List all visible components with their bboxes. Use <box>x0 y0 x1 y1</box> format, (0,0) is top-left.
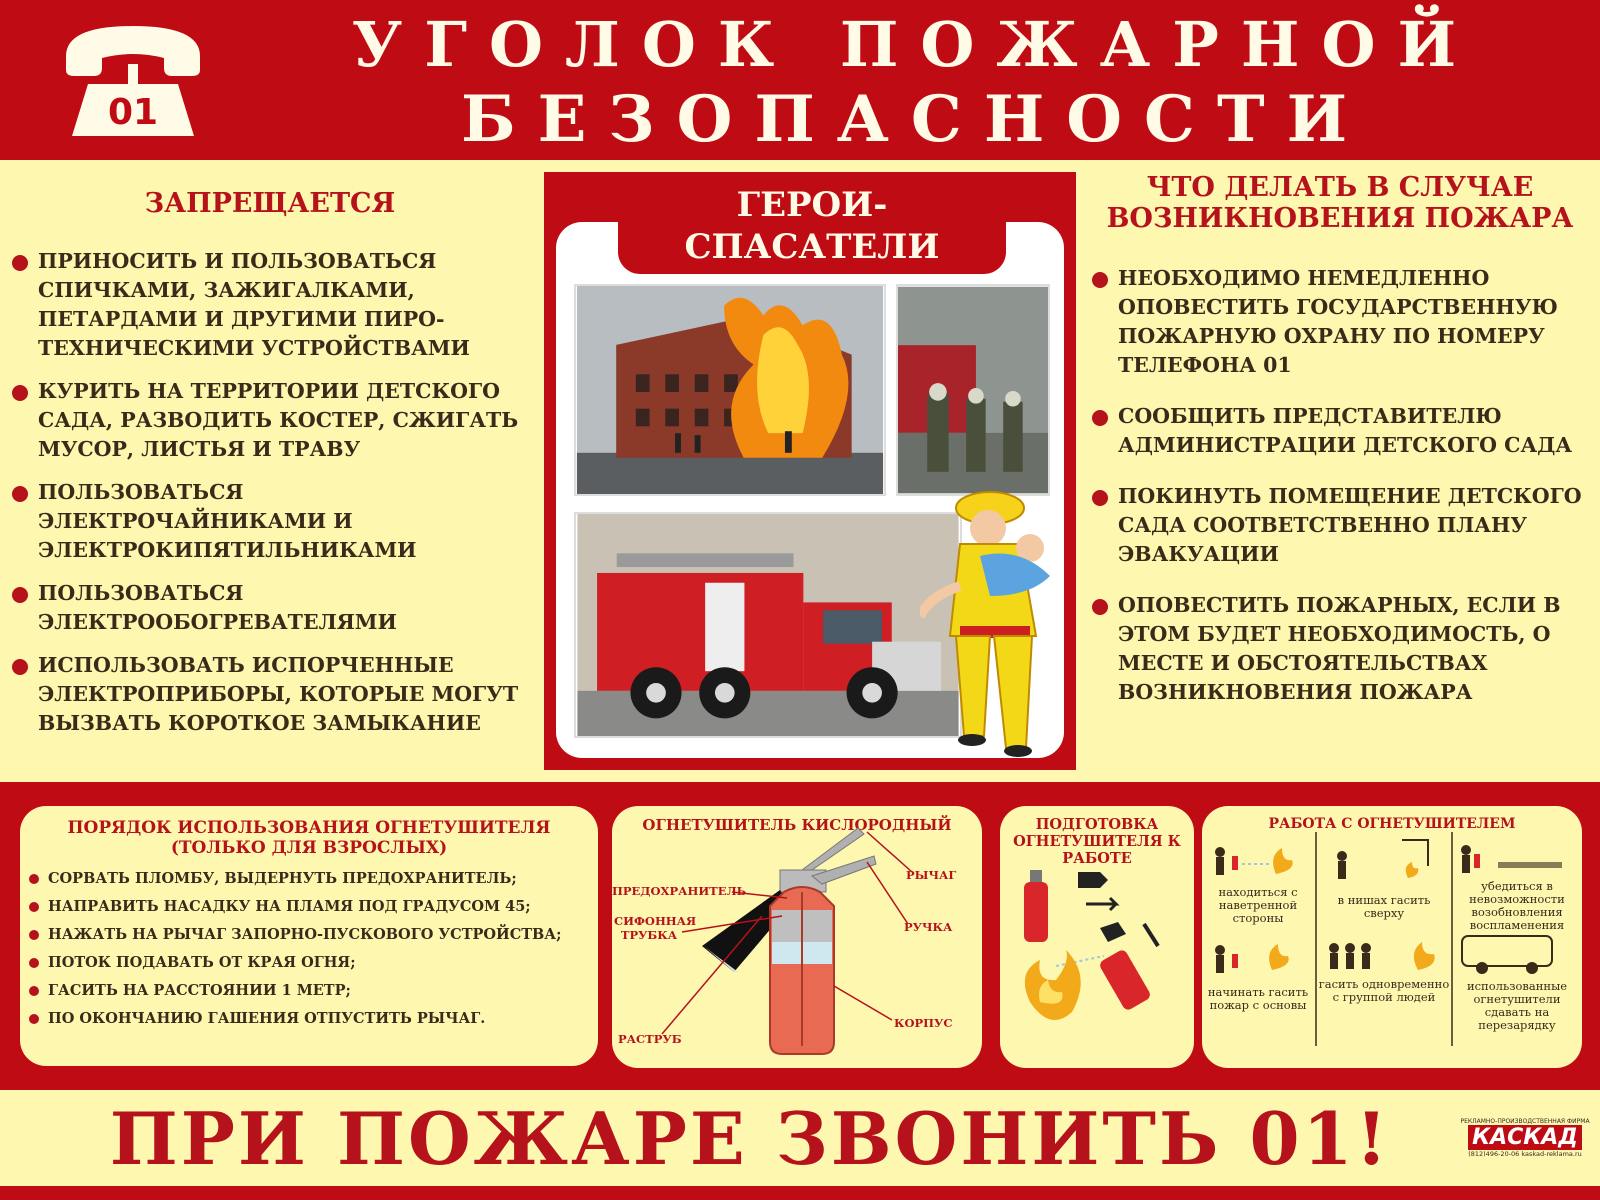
work-caption: убедиться в невозможности возобновления воспламенения <box>1469 879 1565 932</box>
preparation-title: ПОДГОТОВКА ОГНЕТУШИТЕЛЯ К РАБОТЕ <box>1013 816 1181 867</box>
bullet-icon <box>29 1014 39 1024</box>
bullet-icon <box>29 874 39 884</box>
firefighters-photo <box>896 284 1050 496</box>
usage-item: ГАСИТЬ НА РАССТОЯНИИ 1 МЕТР; <box>20 982 598 999</box>
bullet-icon <box>12 587 28 603</box>
forbidden-item: ПОЛЬЗОВАТЬСЯ ЭЛЕКТРООБОГРЕВАТЕЛЯМИ <box>10 579 530 637</box>
label-lever: РЫЧАГ <box>906 868 957 882</box>
heroes-title-line-1: ГЕРОИ- <box>736 185 888 225</box>
bullet-icon <box>29 958 39 968</box>
usage-panel <box>20 806 598 1066</box>
label-horn: РАСТРУБ <box>618 1032 682 1046</box>
phone-number: 01 <box>107 92 159 133</box>
title-line-2: БЕЗОПАСНОСТИ <box>460 82 1370 157</box>
action-item: ОПОВЕСТИТЬ ПОЖАРНЫХ, ЕСЛИ В ЭТОМ БУДЕТ НЕОБХОДИМОСТЬ, О МЕСТЕ И ОБСТОЯТЕЛЬСТВАХ ВОЗНИКНОВЕНИЯ ПОЖАРА <box>1090 591 1590 707</box>
bullet-icon <box>29 986 39 996</box>
actions-title-line-1: ЧТО ДЕЛАТЬ В СЛУЧАЕ <box>1146 172 1534 203</box>
firefighter-rescuer-illustration <box>920 486 1070 758</box>
work-caption: использованные огнетушители сдавать на перезарядку <box>1466 979 1568 1032</box>
phone-icon <box>58 18 208 138</box>
call-01-banner: ПРИ ПОЖАРЕ ЗВОНИТЬ 01! <box>109 1096 1391 1181</box>
label-safety-pin: ПРЕДОХРАНИТЕЛЬ <box>612 884 747 898</box>
heroes-title-line-2: СПАСАТЕЛИ <box>684 227 940 267</box>
action-item: ПОКИНУТЬ ПОМЕЩЕНИЕ ДЕТСКОГО САДА СООТВЕТСТВЕННО ПЛАНУ ЭВАКУАЦИИ <box>1090 482 1590 569</box>
label-siphon-tube: СИФОННАЯ ТРУБКА <box>614 914 697 942</box>
bullet-icon <box>12 486 28 502</box>
label-handle: РУЧКА <box>904 920 953 934</box>
usage-item: ПО ОКОНЧАНИЮ ГАШЕНИЯ ОТПУСТИТЬ РЫЧАГ. <box>20 1010 598 1027</box>
title-line-1: УГОЛОК ПОЖАРНОЙ <box>351 8 1479 81</box>
extinguisher-title: ОГНЕТУШИТЕЛЬ КИСЛОРОДНЫЙ <box>642 816 952 834</box>
brand-subtitle: РЕКЛАМНО-ПРОИЗВОДСТВЕННАЯ ФИРМА <box>1460 1118 1590 1125</box>
usage-title-line-1: ПОРЯДОК ИСПОЛЬЗОВАНИЯ ОГНЕТУШИТЕЛЯ <box>67 818 551 838</box>
actions-title <box>1090 172 1590 234</box>
forbidden-item: ПРИНОСИТЬ И ПОЛЬЗОВАТЬСЯ СПИЧКАМИ, ЗАЖИГАЛКАМИ, ПЕТАРДАМИ И ДРУГИМИ ПИРО-ТЕХНИЧЕСКИМИ УСТРОЙСТВАМИ <box>10 247 530 363</box>
forbidden-item: КУРИТЬ НА ТЕРРИТОРИИ ДЕТСКОГО САДА, РАЗВОДИТЬ КОСТЕР, СЖИГАТЬ МУСОР, ЛИСТЬЯ И ТРАВУ <box>10 377 530 464</box>
actions-section <box>1090 172 1590 772</box>
brand-contact: (812)496-20-06 kaskad-reklama.ru <box>1468 1150 1582 1158</box>
work-caption: гасить одновременно с группой людей <box>1318 977 1450 1004</box>
bullet-icon <box>1092 599 1108 615</box>
forbidden-item: ИСПОЛЬЗОВАТЬ ИСПОРЧЕННЫЕ ЭЛЕКТРОПРИБОРЫ, КОТОРЫЕ МОГУТ ВЫЗВАТЬ КОРОТКОЕ ЗАМЫКАНИЕ <box>10 651 530 738</box>
action-item: НЕОБХОДИМО НЕМЕДЛЕННО ОПОВЕСТИТЬ ГОСУДАРСТВЕННУЮ ПОЖАРНУЮ ОХРАНУ ПО НОМЕРУ ТЕЛЕФОНА 01 <box>1090 264 1590 380</box>
usage-title-line-2: (ТОЛЬКО ДЛЯ ВЗРОСЛЫХ) <box>170 838 448 858</box>
forbidden-item: ПОЛЬЗОВАТЬСЯ ЭЛЕКТРОЧАЙНИКАМИ И ЭЛЕКТРОКИПЯТИЛЬНИКАМИ <box>10 478 530 565</box>
bullet-icon <box>29 902 39 912</box>
usage-item: НАЖАТЬ НА РЫЧАГ ЗАПОРНО-ПУСКОВОГО УСТРОЙСТВА; <box>20 926 598 943</box>
bullet-icon <box>12 659 28 675</box>
kaskad-logo <box>1460 1118 1590 1174</box>
bullet-icon <box>1092 490 1108 506</box>
heroes-title <box>618 178 1006 274</box>
usage-item: НАПРАВИТЬ НАСАДКУ НА ПЛАМЯ ПОД ГРАДУСОМ 45; <box>20 898 598 915</box>
burning-building-photo <box>574 284 886 496</box>
forbidden-title: ЗАПРЕЩАЕТСЯ <box>144 188 396 219</box>
action-item: СООБЩИТЬ ПРЕДСТАВИТЕЛЮ АДМИНИСТРАЦИИ ДЕТСКОГО САДА <box>1090 402 1590 460</box>
preparation-illustration <box>1000 862 1194 1068</box>
usage-item: СОРВАТЬ ПЛОМБУ, ВЫДЕРНУТЬ ПРЕДОХРАНИТЕЛЬ; <box>20 870 598 887</box>
extinguisher-panel <box>612 806 982 1068</box>
work-title: РАБОТА С ОГНЕТУШИТЕЛЕМ <box>1268 816 1516 832</box>
preparation-panel <box>1000 806 1194 1068</box>
bullet-icon <box>12 255 28 271</box>
work-panel <box>1202 806 1582 1068</box>
work-caption: находиться с наветренной стороны <box>1218 885 1298 925</box>
label-body: КОРПУС <box>894 1016 953 1030</box>
forbidden-section <box>10 178 530 778</box>
work-caption: в нишах гасить сверху <box>1337 893 1431 920</box>
brand-name: КАСКАД <box>1468 1125 1582 1150</box>
usage-item: ПОТОК ПОДАВАТЬ ОТ КРАЯ ОГНЯ; <box>20 954 598 971</box>
work-caption: начинать гасить пожар с основы <box>1207 985 1309 1012</box>
bullet-icon <box>29 930 39 940</box>
bullet-icon <box>12 385 28 401</box>
fire-truck-photo <box>574 512 962 738</box>
actions-title-line-2: ВОЗНИКНОВЕНИЯ ПОЖАРА <box>1106 203 1574 234</box>
bullet-icon <box>1092 410 1108 426</box>
bullet-icon <box>1092 272 1108 288</box>
